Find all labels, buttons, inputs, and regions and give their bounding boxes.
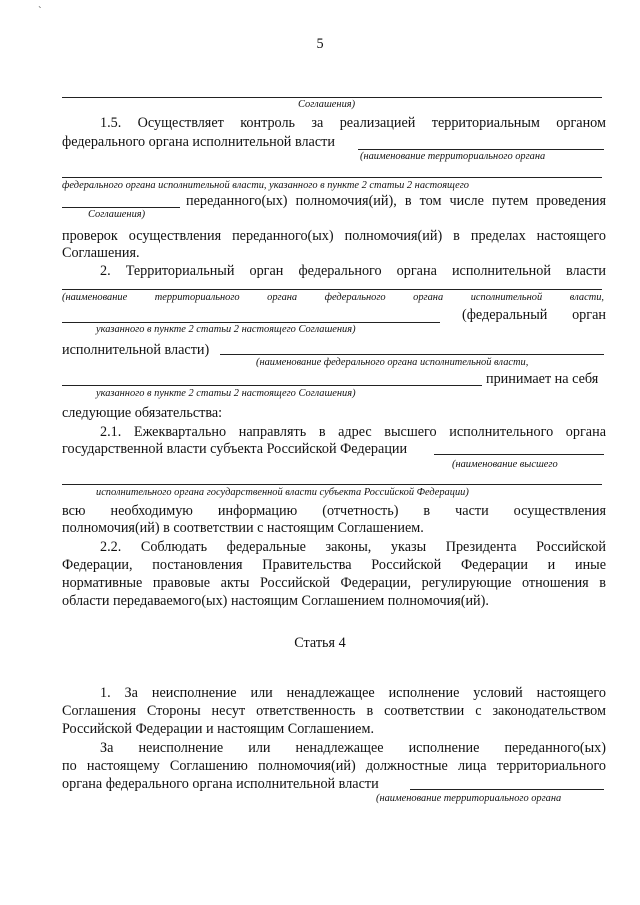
- caption-ukazannogo-soglasheniya-2: указанного в пункте 2 статьи 2 настоящего Соглашения): [96, 388, 356, 399]
- caption-soglasheniya-2: Соглашения): [88, 209, 146, 220]
- para-1-5-line-2: федерального органа исполнительной власти: [62, 134, 335, 150]
- blank-line: [62, 177, 602, 178]
- para-2-1-line-2: государственной власти субъекта Российской Федерации: [62, 441, 408, 457]
- article-4-para-1-line-1: 1. За неисполнение или ненадлежащее исполнение условий настоящего: [100, 685, 606, 701]
- article-4-para-2-line-1: За неисполнение или ненадлежащее исполнение переданного(ых): [100, 740, 606, 756]
- caption-ispoln-organa-subekta: исполнительного органа государственной власти субъекта Российской Федерации): [96, 487, 469, 498]
- para-2-line-4: принимает на себя: [486, 371, 599, 387]
- page-number: 5: [316, 36, 324, 52]
- blank-line: [62, 484, 602, 485]
- para-2-2-line-4: области передаваемого(ых) настоящим Соглашением полномочия(ий).: [62, 593, 489, 609]
- para-2-line-2: (федеральный орган: [462, 307, 606, 323]
- para-2-1-line-3: всю необходимую информацию (отчетность) в части осуществления: [62, 503, 606, 519]
- article-4-para-2-line-3: органа федерального органа исполнительной власти: [62, 776, 379, 792]
- article-4-para-1-line-3: Российской Федерации и настоящим Соглашением.: [62, 721, 375, 737]
- blank-line: [62, 97, 602, 98]
- blank-line: [62, 207, 180, 208]
- para-1-5-line-1: 1.5. Осуществляет контроль за реализацией территориальным органом: [100, 115, 606, 131]
- para-2-line-5: следующие обязательства:: [62, 405, 223, 421]
- article-4-para-1-line-2: Соглашения Стороны несут ответственность в соответствии с законодательством: [62, 703, 606, 719]
- para-2-1-line-4: полномочия(ий) в соответствии с настоящим Соглашением.: [62, 520, 424, 536]
- para-1-5-line-3: переданного(ых) полномочия(ий), в том числе путем проведения: [186, 193, 606, 209]
- caption-naim-terr-organa-end: (наименование территориального органа: [376, 793, 562, 804]
- blank-line: [62, 289, 602, 290]
- blank-line: [220, 354, 604, 355]
- para-2-line-1: 2. Территориальный орган федерального органа исполнительной власти: [100, 263, 606, 279]
- blank-line: [410, 789, 604, 790]
- para-2-2-line-2: Федерации, постановления Правительства Российской Федерации и иные: [62, 557, 606, 573]
- caption-naim-terr-organa-full: (наименование территориального органа федерального органа исполнительной власти,: [62, 292, 604, 303]
- corner-mark: `: [38, 5, 42, 17]
- para-2-2-line-1: 2.2. Соблюдать федеральные законы, указы Президента Российской: [100, 539, 606, 555]
- blank-line: [434, 454, 604, 455]
- caption-soglasheniya: Соглашения): [298, 99, 356, 110]
- para-2-1-line-1: 2.1. Ежеквартально направлять в адрес высшего исполнительного органа: [100, 424, 606, 440]
- blank-line: [358, 149, 604, 150]
- caption-fed-organa-ukazannogo: федерального органа исполнительной власти, указанного в пункте 2 статьи 2 настоящего: [62, 180, 469, 191]
- para-2-line-3: исполнительной власти): [62, 342, 210, 358]
- article-title: Статья 4: [294, 635, 346, 651]
- para-2-2-line-3: нормативные правовые акты Российской Федерации, регулирующие отношения в: [62, 575, 606, 591]
- caption-naim-fed-organa: (наименование федерального органа исполнительной власти,: [256, 357, 529, 368]
- article-4-para-2-line-2: по настоящему Соглашению полномочия(ий) должностные лица территориального: [62, 758, 606, 774]
- para-1-5-line-5: Соглашения.: [62, 245, 140, 261]
- para-1-5-line-4: проверок осуществления переданного(ых) полномочия(ий) в пределах настоящего: [62, 228, 606, 244]
- blank-line: [62, 322, 440, 323]
- caption-naim-vysshego: (наименование высшего: [452, 459, 558, 470]
- blank-line: [62, 385, 482, 386]
- caption-ukazannogo-soglasheniya: указанного в пункте 2 статьи 2 настоящего Соглашения): [96, 324, 356, 335]
- caption-naim-terr-organa: (наименование территориального органа: [360, 151, 546, 162]
